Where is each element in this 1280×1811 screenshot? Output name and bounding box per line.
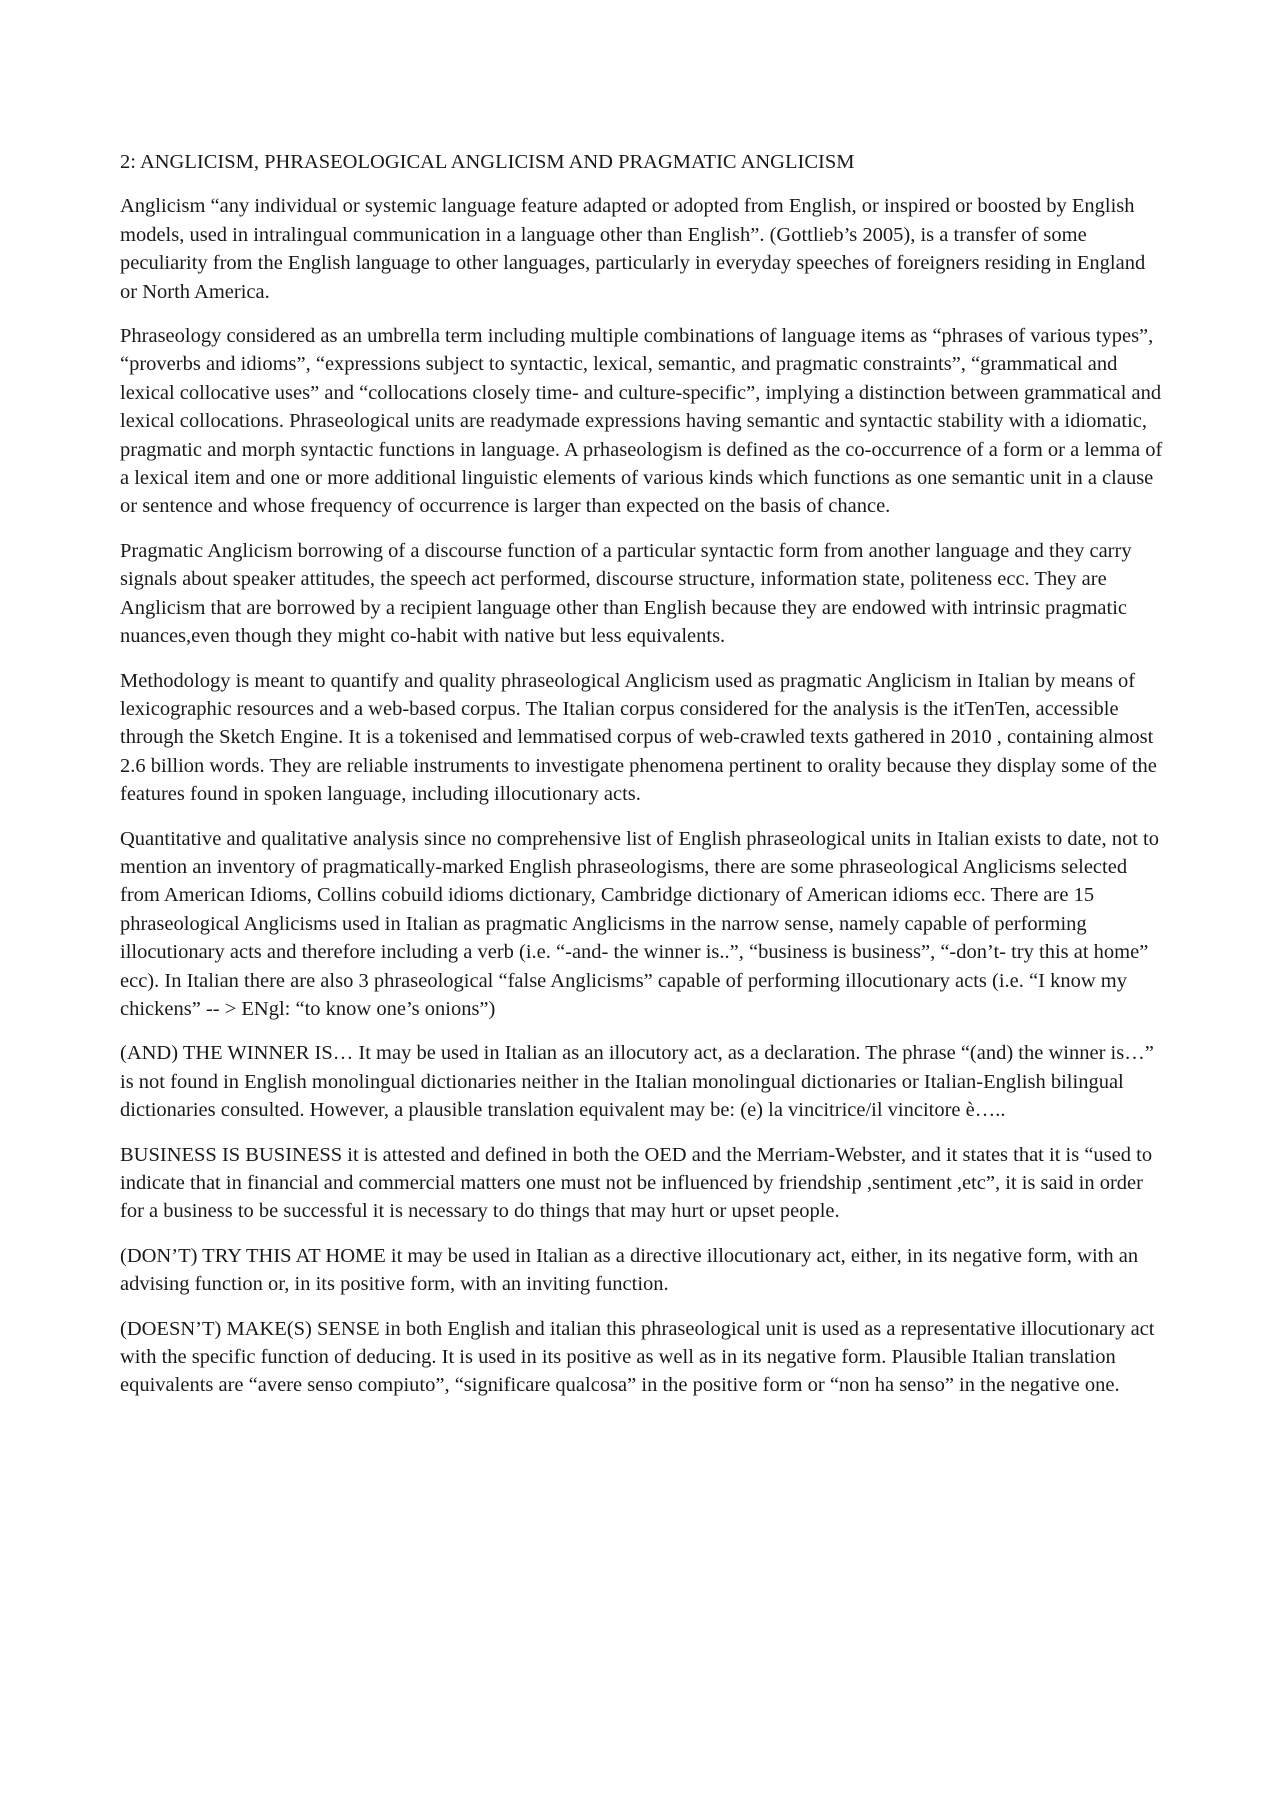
paragraph-analysis: Quantitative and qualitative analysis since no comprehensive list of English phraseological units in Italian exists to date, not to mention an inventory of pragmatically-marked English phraseologisms, there are some phraseological Anglicisms selected from American Idioms, Collins cobuild idioms dictionary, Cambridge dictionary of American idioms ecc. There are 15 phraseological Anglicisms used in Italian as pragmatic Anglicisms in the narrow sense, namely capable of performing illocutionary acts and therefore including a verb (i.e. “-and- the winner is..”, “business is business”, “-don’t- try this at home” ecc). In Italian there are also 3 phraseological “false Anglicisms” capable of performing illocutionary acts (i.e. “I know my chickens” -- > ENgl: “to know one’s onions”) [120, 827, 1160, 1020]
paragraph-dont-try-this-at-home: (DON’T) TRY THIS AT HOME it may be used in Italian as a directive illocutionary act, either, in its negative form, with an advising function or, in its positive form, with an inviting function. [120, 1244, 1139, 1296]
paragraph-pragmatic-anglicism: Pragmatic Anglicism borrowing of a discourse function of a particular syntactic form from another language and they carry signals about speaker attitudes, the speech act performed, discourse structure, information state, politeness ecc. They are Anglicism that are borrowed by a recipient language other than English because they are endowed with intrinsic pragmatic nuances,even though they might co-habit with native but less equivalents. [120, 539, 1132, 648]
paragraph-methodology: Methodology is meant to quantify and quality phraseological Anglicism used as pragmatic Anglicism in Italian by means of lexicographic resources and a web-based corpus. The Italian corpus considered for the analysis is the itTenTen, accessible through the Sketch Engine. It is a tokenised and lemmatised corpus of web-crawled texts gathered in 2010 , containing almost 2.6 billion words. They are reliable instruments to investigate phenomena pertinent to orality because they display some of the features found in spoken language, including illocutionary acts. [120, 669, 1157, 806]
paragraph-phraseology: Phraseology considered as an umbrella term including multiple combinations of language items as “phrases of various types”, “proverbs and idioms”, “expressions subject to syntactic, lexical, semantic, and pragmatic constraints”, “grammatical and lexical collocative uses” and “collocations closely time- and culture-specific”, implying a distinction between grammatical and lexical collocations. Phraseological units are readymade expressions having semantic and syntactic stability with a idiomatic, pragmatic and morph syntactic functions in language. A prhaseologism is defined as the co-occurrence of a form or a lemma of a lexical item and one or more additional linguistic elements of various kinds which functions as one semantic unit in a clause or sentence and whose frequency of occurrence is larger than expected on the basis of chance. [120, 325, 1163, 518]
paragraph-business-is-business: BUSINESS IS BUSINESS it is attested and defined in both the OED and the Merriam-Webster, and it states that it is “used to indicate that in financial and commercial matters one must not be influenced by friendship ,sentiment ,etc”, it is said in order for a business to be successful it is necessary to do things that may hurt or upset people. [120, 1143, 1153, 1223]
paragraph-and-the-winner-is: (AND) THE WINNER IS… It may be used in Italian as an illocutory act, as a declaration. The phrase “(and) the winner is…” is not found in English monolingual dictionaries neither in the Italian monolingual dictionaries or Italian-English bilingual dictionaries consulted. However, a plausible translation equivalent may be: (e) la vincitrice/il vincitore è….. [120, 1042, 1154, 1122]
document-page [120, 148, 1165, 1416]
paragraph-doesnt-make-sense: (DOESN’T) MAKE(S) SENSE in both English and italian this phraseological unit is used as a representative illocutionary act with the specific function of deducing. It is used in its positive as well as in its negative form. Plausible Italian translation equivalents are “avere senso compiuto”, “significare qualcosa” in the positive form or “non ha senso” in the negative one. [120, 1317, 1155, 1397]
section-heading: 2: ANGLICISM, PHRASEOLOGICAL ANGLICISM AND PRAGMATIC ANGLICISM [120, 151, 855, 173]
paragraph-anglicism: Anglicism “any individual or systemic language feature adapted or adopted from English, or inspired or boosted by English models, used in intralingual communication in a language other than English”. (Gottlieb’s 2005), is a transfer of some peculiarity from the English language to other languages, particularly in everyday speeches of foreigners residing in England or North America. [120, 195, 1146, 303]
